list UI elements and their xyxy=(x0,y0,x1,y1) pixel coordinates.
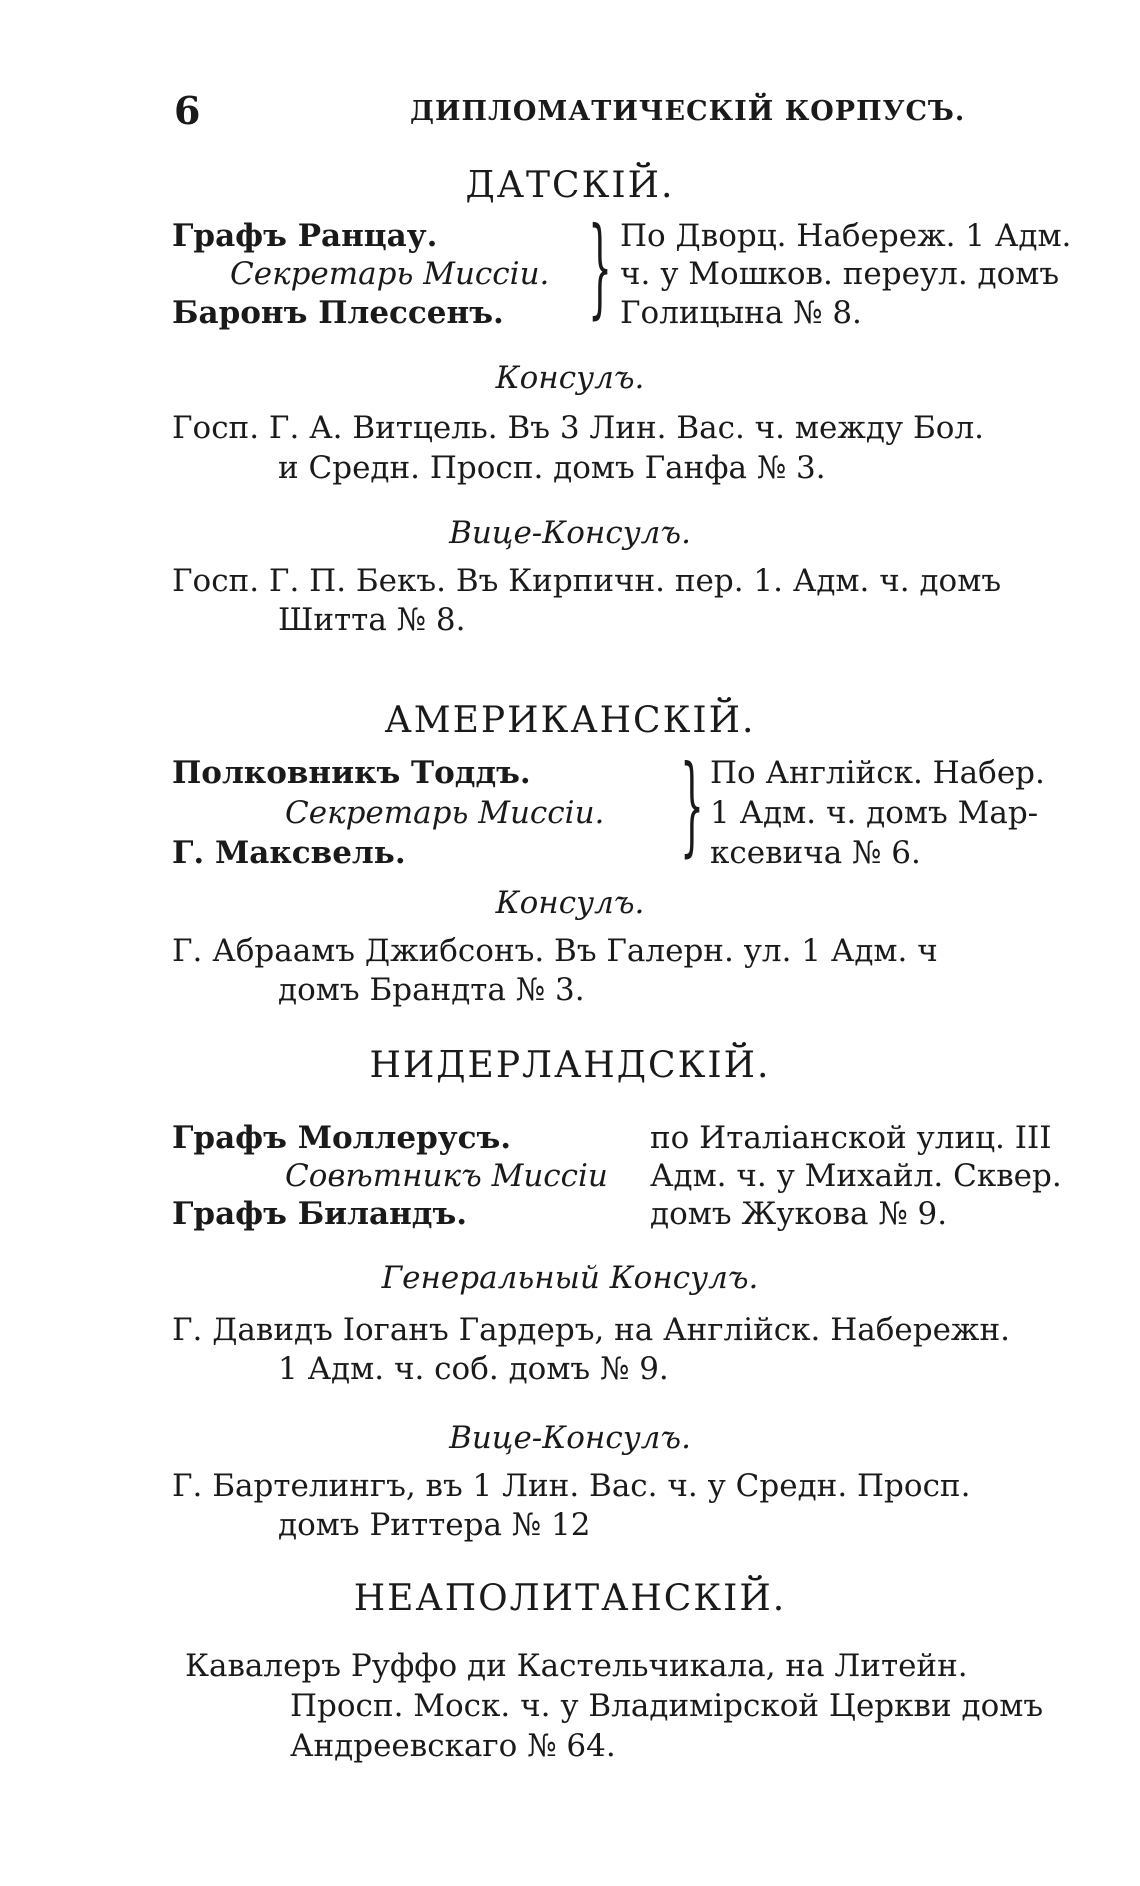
section-title-american: АМЕРИКАНСКІЙ. xyxy=(384,700,756,741)
person-name: Графъ Моллерусъ. xyxy=(172,1120,512,1156)
address-line: по Италіанской улиц. III xyxy=(650,1120,1052,1156)
section-title-netherlands: НИДЕРЛАНДСКІЙ. xyxy=(369,1045,771,1086)
brace-glyph: } xyxy=(588,205,613,330)
section-title-neapolitan: НЕАПОЛИТАНСКІЙ. xyxy=(353,1578,787,1619)
consul-label: Генеральный Консулъ. xyxy=(381,1260,759,1296)
vice-consul-entry: Шитта № 8. xyxy=(278,602,466,638)
vice-consul-entry: Г. Бартелингъ, въ 1 Лин. Вас. ч. у Средн. Просп. xyxy=(172,1468,971,1504)
vice-consul-label: Вице-Консулъ. xyxy=(449,1420,691,1456)
address-line: домъ Жукова № 9. xyxy=(650,1196,948,1232)
address-line: По Дворц. Набереж. 1 Адм. xyxy=(620,218,1072,254)
vice-consul-entry: Госп. Г. П. Бекъ. Въ Кирпичн. пер. 1. Адм. ч. домъ xyxy=(172,563,1002,599)
consul-entry: Г. Давидъ Іоганъ Гардеръ, на Англійск. Набережн. xyxy=(172,1312,1010,1348)
address-line: ксевича № 6. xyxy=(710,835,921,871)
envoy-entry: Кавалеръ Руффо ди Кастельчикала, на Литейн. xyxy=(185,1648,968,1684)
page-header xyxy=(170,88,1110,138)
address-line: Адм. ч. у Михайл. Сквер. xyxy=(650,1158,1062,1194)
address-line: Голицына № 8. xyxy=(620,295,862,331)
person-name: Г. Максвель. xyxy=(172,835,406,871)
person-name: Графъ Биландъ. xyxy=(172,1196,468,1232)
person-name: Графъ Ранцау. xyxy=(172,218,438,254)
person-title: Секретарь Миссіи. xyxy=(230,256,550,292)
consul-entry: Госп. Г. А. Витцель. Въ 3 Лин. Вас. ч. между Бол. xyxy=(172,410,985,446)
consul-label: Консулъ. xyxy=(495,885,645,921)
brace-glyph: } xyxy=(680,743,705,868)
consul-label: Консулъ. xyxy=(495,360,645,396)
address-line: 1 Адм. ч. домъ Мар- xyxy=(710,795,1039,831)
consul-entry: и Средн. Просп. домъ Ганфа № 3. xyxy=(278,450,826,486)
address-line: По Англійск. Набер. xyxy=(710,755,1045,791)
address-line: ч. у Мошков. переул. домъ xyxy=(620,256,1060,292)
page-number: 6 xyxy=(174,88,201,133)
person-title: Секретарь Миссіи. xyxy=(285,795,605,831)
vice-consul-label: Вице-Консулъ. xyxy=(449,515,691,551)
person-title: Совѣтникъ Миссіи xyxy=(285,1158,608,1194)
running-title: ДИПЛОМАТИЧЕСКІЙ КОРПУСЪ. xyxy=(410,96,966,127)
consul-entry: 1 Адм. ч. соб. домъ № 9. xyxy=(278,1351,669,1387)
consul-entry: Г. Абраамъ Джибсонъ. Въ Галерн. ул. 1 Адм. ч xyxy=(172,933,938,969)
envoy-entry: Просп. Моск. ч. у Владимірской Церкви домъ xyxy=(290,1688,1044,1724)
envoy-entry: Андреевскаго № 64. xyxy=(290,1728,616,1764)
section-title-danish: ДАТСКІЙ. xyxy=(465,165,675,206)
person-name: Баронъ Плессенъ. xyxy=(172,295,504,331)
person-name: Полковникъ Тоддъ. xyxy=(172,755,531,791)
vice-consul-entry: домъ Риттера № 12 xyxy=(278,1507,591,1543)
consul-entry: домъ Брандта № 3. xyxy=(278,972,585,1008)
